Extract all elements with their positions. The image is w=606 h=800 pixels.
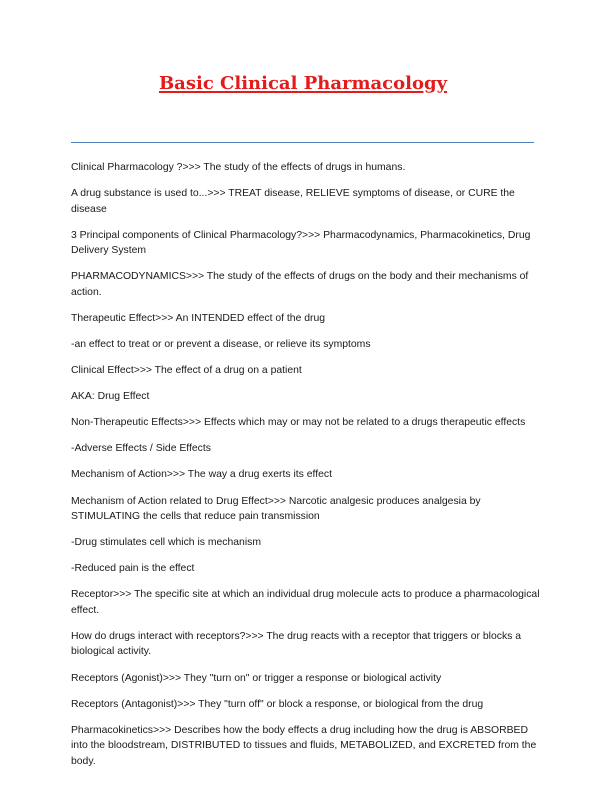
paragraph: Mechanism of Action related to Drug Effect>>> Narcotic analgesic produces analgesia by STIMULATING the cells that reduce pain transmission xyxy=(71,495,481,523)
paragraph: -an effect to treat or or prevent a disease, or relieve its symptoms xyxy=(71,338,371,350)
document-body xyxy=(71,160,541,780)
paragraph: Pharmacokinetics>>> Describes how the body effects a drug including how the drug is ABSORBED into the bloodstream, DISTRIBUTED to tissues and fluids, METABOLIZED, and EXCRETED from the body. xyxy=(71,724,537,767)
paragraph: Non-Therapeutic Effects>>> Effects which may or may not be related to a drugs therapeutic effects xyxy=(71,417,526,429)
document-title: Basic Clinical Pharmacology xyxy=(158,73,448,94)
paragraph: A drug substance is used to...>>> TREAT disease, RELIEVE symptoms of disease, or CURE the disease xyxy=(71,188,515,215)
paragraph: -Adverse Effects / Side Effects xyxy=(71,443,211,455)
paragraph: -Drug stimulates cell which is mechanism xyxy=(71,537,261,549)
title-divider xyxy=(71,142,534,143)
paragraph: PHARMACODYNAMICS>>> The study of the effects of drugs on the body and their mechanisms of action. xyxy=(71,271,529,298)
paragraph: How do drugs interact with receptors?>>> The drug reacts with a receptor that triggers or blocks a biological activity. xyxy=(71,630,522,658)
paragraph: 3 Principal components of Clinical Pharmacology?>>> Pharmacodynamics, Pharmacokinetics, Drug Delivery System xyxy=(71,229,531,257)
paragraph: Clinical Effect>>> The effect of a drug on a patient xyxy=(71,365,302,377)
paragraph: Therapeutic Effect>>> An INTENDED effect of the drug xyxy=(71,312,326,324)
paragraph: Receptors (Agonist)>>> They "turn on" or trigger a response or biological activity xyxy=(71,672,442,684)
paragraph: -Reduced pain is the effect xyxy=(71,563,195,575)
paragraph: Receptor>>> The specific site at which an individual drug molecule acts to produce a pharmacological effect. xyxy=(71,589,540,616)
paragraph: Receptors (Antagonist)>>> They "turn off" or block a response, or biological from the drug xyxy=(71,698,484,710)
paragraph: Mechanism of Action>>> The way a drug exerts its effect xyxy=(71,469,332,481)
paragraph: Clinical Pharmacology ?>>> The study of the effects of drugs in humans. xyxy=(71,162,406,173)
paragraph: AKA: Drug Effect xyxy=(71,391,150,403)
